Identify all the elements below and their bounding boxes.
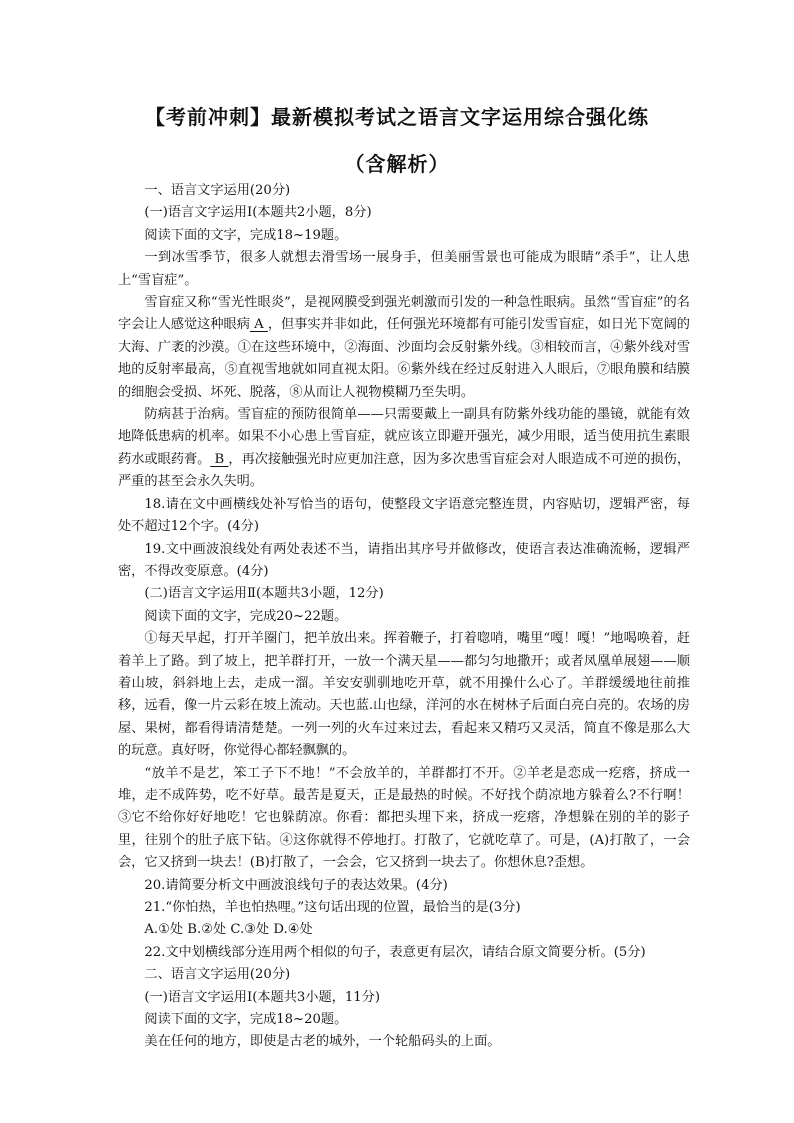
paragraph-5-text-b: 你想休息?歪想。 [494,855,594,871]
blank-b: B [210,451,229,467]
passage-paragraph-1: 一到冰雪季节，很多人就想去滑雪场一展身手，但美丽雪景也可能成为眼睛“杀手”，让人患上“雪盲症”。 [118,250,690,288]
question-20: 20.请简要分析文中画波浪线句子的表达效果。(4分) [144,877,448,893]
question-21-options: A.①处 B.②处 C.③处 D.④处 [144,922,313,938]
underlined-text: (A)打散了，一会会，它又挤到一块去！(B)打散了，一会会，它又挤到一块去了。 [118,832,690,871]
wavy-line-text-1: ①在这些环境中，②海面、沙面均会反射紫外线。③相较而言，④紫外线对雪地的反射率最高，⑤直视雪地就如同直视太阳。⑥紫外线在经过反射进入人眼后，⑦眼角膜和结膜的细胞会受损、坏死、脱落，⑧从而让人视物模糊乃至失明。 [118,339,691,400]
section-two-heading: 二、语言文字运用(20分) [144,967,291,983]
passage-paragraph-6: 美在任何的地方，即使是古老的城外，一个轮船码头的上面。 [144,1034,501,1050]
paragraph-3-text-a: 防病甚于治病。雪盲症的预防很简单——只需要戴上一副具有防紫外线功能的墨镜，就能有效地降低患病的机率。如果不小心患上雪盲症，就应该立即避开强光，减少用眼，适当使用抗生素眼药水或眼药膏。 [118,407,690,467]
paragraph-4-text-b: 天也蓝.山也绿，洋河的水在树林子后面白亮白亮的。农场的房屋、果树，都看得请清楚楚。一列一列的火车过来过去，看起来又精巧又灵活，简直不像是那么大的玩意。真好呀，你觉得心都轻飘飘的。 [118,698,690,759]
question-22: 22.文中划横线部分连用两个相似的句子，表意更有层次，请结合原文简要分析。(5分) [144,944,646,960]
passage-paragraph-2 [118,292,690,404]
part-one-heading: (一)语言文字运用Ⅰ(本题共2小题，8分) [144,205,372,221]
section-two-part-one-heading: (一)语言文字运用Ⅰ(本题共3小题，11分) [144,989,380,1005]
reading-instruction-1: 阅读下面的文字，完成18~19题。 [144,227,348,243]
question-18: 18.请在文中画横线处补写恰当的语句，使整段文字语意完整连贯，内容贴切，逻辑严密，每处不超过12个字。(4分) [118,496,690,535]
document-subtitle: （含解析） [344,152,450,176]
part-two-heading: (二)语言文字运用Ⅱ(本题共3小题，12分) [144,586,384,602]
question-21: 21.“你怕热，羊也怕热哩。”这句话出现的位置，最恰当的是(3分) [144,900,521,915]
wavy-line-text-2: 羊群缓缓地往前推移，远看，像一片云彩在坡上流动。 [118,675,691,714]
blank-a: A [249,317,268,333]
reading-instruction-2: 阅读下面的文字，完成20~22题。 [144,608,348,624]
passage-paragraph-4 [118,628,690,762]
reading-instruction-3: 阅读下面的文字，完成18~20题。 [144,1012,348,1028]
paragraph-3-text-b: ，再次接触强光时应更加注意，因为多次患雪盲症会对人眼造成不可逆的损伤，严重的甚至会永久失明。 [118,451,691,490]
passage-paragraph-5 [118,763,690,875]
question-19: 19.文中画波浪线处有两处表述不当，请指出其序号并做修改，使语言表达准确流畅，逻辑严密，不得改变原意。(4分) [118,541,690,579]
passage-paragraph-3 [118,404,690,494]
document-body [118,180,690,1054]
paragraph-2-text-a: 雪盲症又称“雪光性眼炎”，是视网膜受到强光刺激而引发的一种急性眼病。虽然“雪盲症”的名字会让人感觉这种眼病 [118,295,690,333]
paragraph-5-text-a: “放羊不是艺，笨工子下不地！”不会放羊的，羊群都打不开。②羊老是恋成一疙瘩，挤成一堆，走不成阵势，吃不好草。最苦是夏天，正是最热的时候。不好找个荫凉地方躲着么?不行啊！③它不给你好好地吃！它也躲荫凉。你看：都把头埋下来，挤成一疙瘩，净想躲在别的羊的影子里，往别个的肚子底下钻。④这你就得不停地打。打散了，它就吃草了。可是， [118,765,690,848]
section-one-heading: 一、语言文字运用(20分) [144,183,291,198]
paragraph-2-text-b: ，但事实并非如此，任何强光环境都有可能引发雪盲症，如日光下宽阔的大海、广袤的沙漠。 [118,317,690,355]
document-title: 【考前冲刺】最新模拟考试之语言文字运用综合强化练 [145,105,649,129]
paragraph-4-text-a: ①每天早起，打开羊圈门，把羊放出来。挥着鞭子，打着唿哨，嘴里“嘎！嘎！”地喝唤着，赶着羊上了路。到了坡上，把羊群打开，一放一个满天星——都匀匀地撒开；或者凤凰单展翅——顺着山坡，斜斜地上去，走成一溜。羊安安驯驯地吃开草，就不用操什么心了。 [118,631,690,691]
